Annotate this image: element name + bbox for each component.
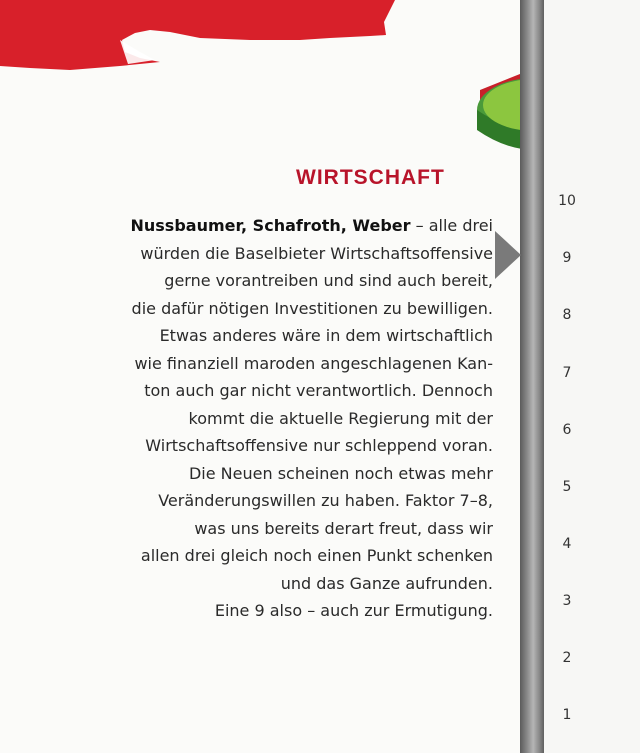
rating-scale bbox=[520, 0, 640, 753]
rating-pointer-icon bbox=[495, 231, 521, 279]
scale-tick-8: 8 bbox=[562, 307, 572, 323]
article-line: allen drei gleich noch einen Punkt schenken bbox=[140, 546, 493, 565]
scale-tick-5: 5 bbox=[562, 479, 572, 495]
lead-names: Nussbaumer, Schafroth, Weber bbox=[130, 216, 411, 235]
scale-tick-2: 2 bbox=[562, 650, 572, 666]
article-body bbox=[30, 212, 493, 625]
red-brush-stroke bbox=[0, 0, 400, 75]
scale-tick-1: 1 bbox=[562, 707, 572, 723]
article-line: ton auch gar nicht verantwortlich. Dennoch bbox=[144, 381, 493, 400]
scale-tick-10: 10 bbox=[558, 193, 576, 209]
article-line: kommt die aktuelle Regierung mit der bbox=[188, 408, 493, 428]
article-line-1-rest: – alle drei bbox=[410, 216, 493, 235]
article-line: die dafür nötigen Investitionen zu bewilligen. bbox=[131, 298, 493, 318]
article-line: Die Neuen scheinen noch etwas mehr bbox=[188, 463, 493, 483]
scale-tick-6: 6 bbox=[562, 422, 572, 438]
section-title: WIRTSCHAFT bbox=[296, 166, 445, 189]
article-line: wie finanziell maroden angeschlagenen Kan- bbox=[134, 353, 493, 373]
article-line: gerne vorantreiben und sind auch bereit, bbox=[164, 271, 493, 290]
article-line: Eine 9 also – auch zur Ermutigung. bbox=[214, 601, 493, 620]
scale-bar bbox=[520, 0, 544, 753]
article-line: Wirtschaftsoffensive nur schleppend voran. bbox=[145, 436, 493, 455]
article-line: was uns bereits derart freut, dass wir bbox=[194, 518, 493, 538]
article-line: und das Ganze aufrunden. bbox=[280, 573, 493, 593]
scale-tick-9: 9 bbox=[562, 250, 572, 266]
article-line-1 bbox=[30, 212, 493, 240]
scale-tick-3: 3 bbox=[562, 593, 572, 609]
article-line: Veränderungswillen zu haben. Faktor 7–8, bbox=[158, 491, 493, 510]
article-line: würden die Baselbieter Wirtschaftsoffensive bbox=[140, 243, 493, 263]
article-line: Etwas anderes wäre in dem wirtschaftlich bbox=[159, 326, 493, 345]
scale-tick-4: 4 bbox=[562, 536, 572, 552]
scale-tick-7: 7 bbox=[562, 365, 572, 381]
